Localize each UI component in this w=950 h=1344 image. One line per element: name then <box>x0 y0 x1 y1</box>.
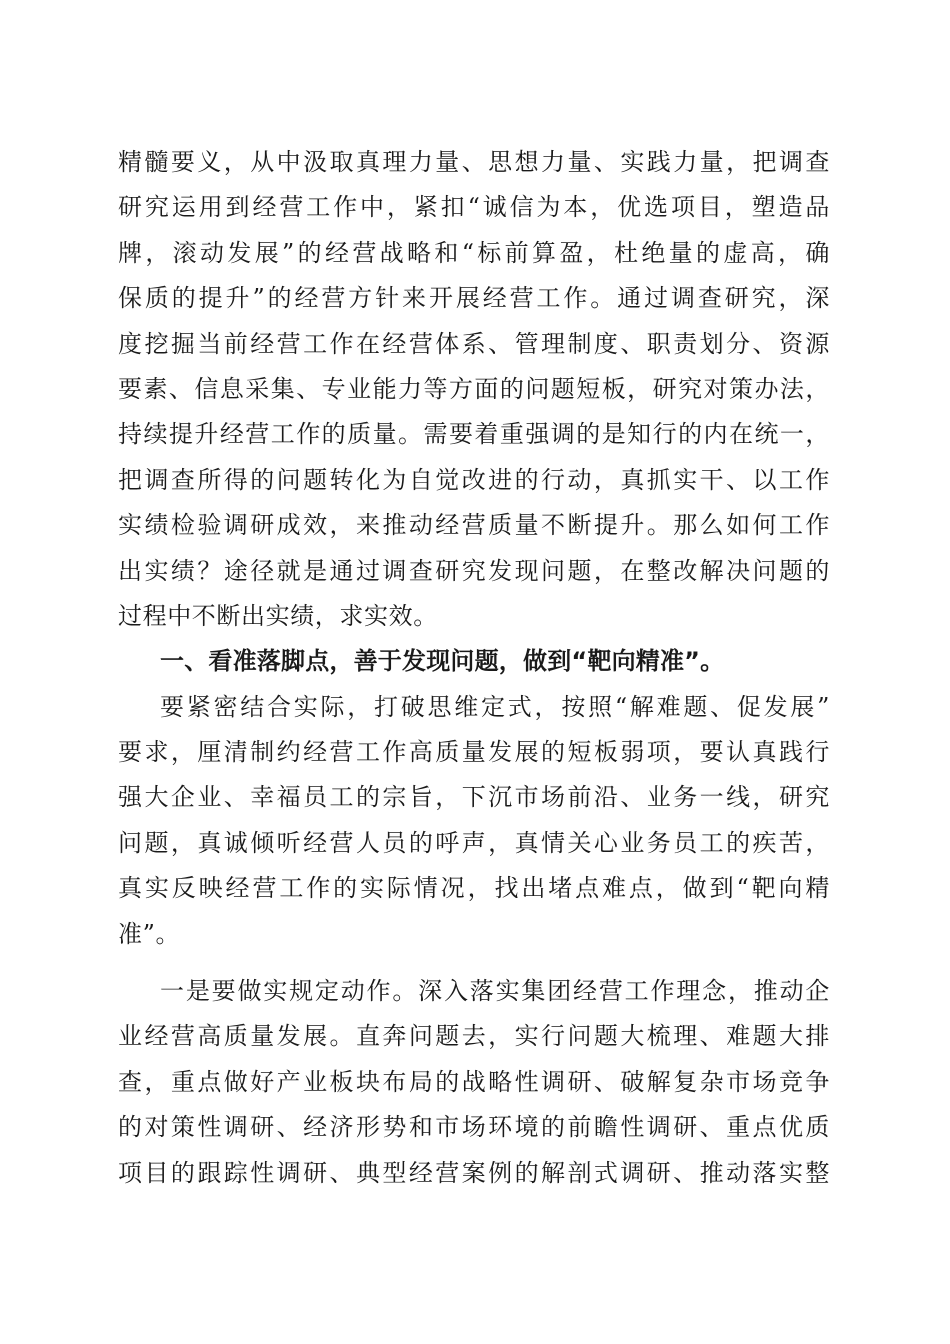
text-line: 过程中不断出实绩，求实效。 <box>118 601 438 630</box>
text-line: 研究运用到经营工作中，紧扣“诚信为本，优选项目，塑造品 <box>118 193 830 222</box>
text-line: 精髓要义，从中汲取真理力量、思想力量、实践力量，把调查 <box>118 148 830 176</box>
text-line: 真实反映经营工作的实际情况，找出堵点难点，做到“靶向精 <box>118 874 830 903</box>
text-line: 项目的跟踪性调研、典型经营案例的解剖式调研、推动落实整 <box>118 1158 830 1187</box>
text-line: 准”。 <box>118 919 181 948</box>
document-page <box>118 140 830 1196</box>
paragraph-intro <box>118 140 830 639</box>
paragraph-section-one <box>118 685 830 957</box>
text-line: 问题，真诚倾听经营人员的呼声，真情关心业务员工的疾苦， <box>118 828 830 857</box>
paragraph-point-one <box>118 969 830 1196</box>
text-line: 查，重点做好产业板块布局的战略性调研、破解复杂市场竞争 <box>118 1067 830 1096</box>
text-line: 要素、信息采集、专业能力等方面的问题短板，研究对策办法， <box>118 374 830 403</box>
paragraph-gap <box>118 957 830 969</box>
text-line: 实绩检验调研成效，来推动经营质量不断提升。那么如何工作 <box>118 511 830 540</box>
text-line: 要紧密结合实际，打破思维定式，按照“解难题、促发展” <box>160 692 830 721</box>
text-line: 强大企业、幸福员工的宗旨，下沉市场前沿、业务一线，研究 <box>118 783 830 812</box>
text-line: 保质的提升”的经营方针来开展经营工作。通过调查研究，深 <box>118 284 830 313</box>
text-line: 要求，厘清制约经营工作高质量发展的短板弱项，要认真践行 <box>118 738 830 767</box>
text-line: 业经营高质量发展。直奔问题去，实行问题大梳理、难题大排 <box>118 1022 830 1051</box>
text-line: 牌，滚动发展”的经营战略和“标前算盈，杜绝量的虚高，确 <box>118 238 830 267</box>
text-line: 一是要做实规定动作。深入落实集团经营工作理念，推动企 <box>160 977 830 1006</box>
section-heading: 一、看准落脚点，善于发现问题，做到“靶向精准”。 <box>160 647 725 676</box>
text-line: 度挖掘当前经营工作在经营体系、管理制度、职责划分、资源 <box>118 329 830 358</box>
text-line: 出实绩？途径就是通过调查研究发现问题，在整改解决问题的 <box>118 556 830 585</box>
text-line: 把调查所得的问题转化为自觉改进的行动，真抓实干、以工作 <box>118 465 830 494</box>
text-line: 的对策性调研、经济形势和市场环境的前瞻性调研、重点优质 <box>118 1113 830 1142</box>
text-line: 持续提升经营工作的质量。需要着重强调的是知行的内在统一， <box>118 420 830 449</box>
